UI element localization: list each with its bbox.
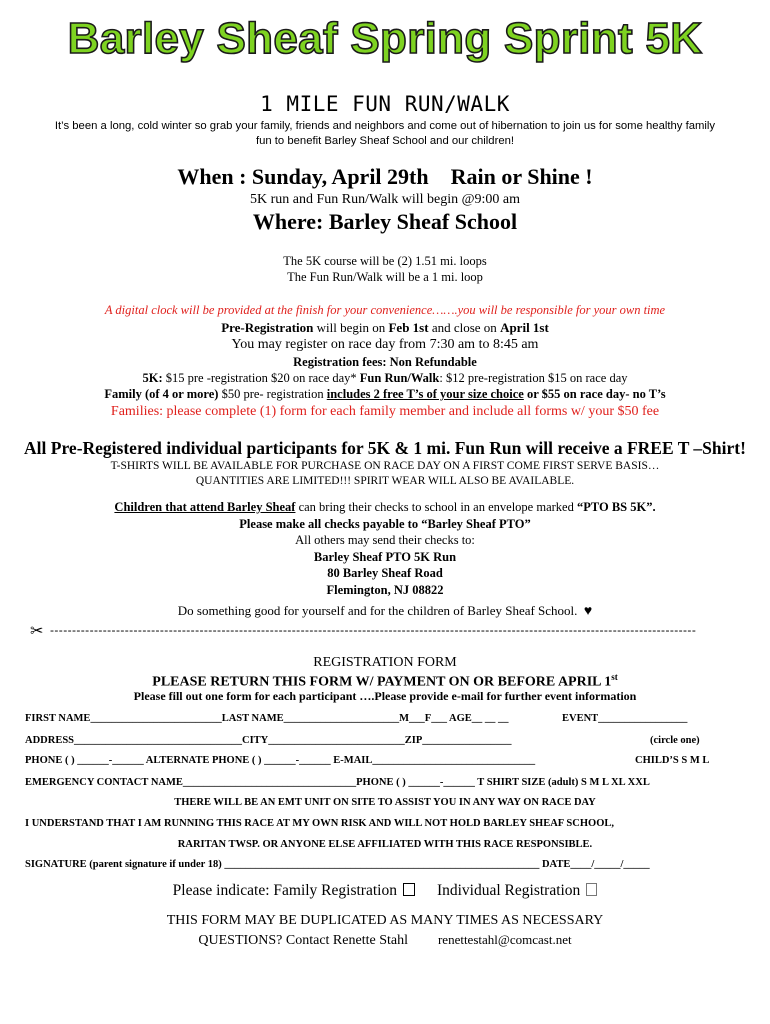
when-line	[0, 164, 770, 190]
pre-registration-label: Pre-Registration	[221, 320, 314, 335]
intro-line-2: fun to benefit Barley Sheaf School and our children!	[255, 135, 515, 147]
pre-registration-line	[0, 320, 770, 336]
subtitle: 1 MILE FUN RUN/WALK	[260, 92, 510, 116]
children-checks-line	[0, 500, 770, 515]
family-label: Family (of 4 or more)	[104, 387, 219, 401]
return-deadline	[0, 672, 770, 691]
course-5k: The 5K course will be (2) 1.51 mi. loops	[283, 254, 487, 268]
contact-line	[0, 932, 770, 949]
family-registration-label: Please indicate: Family Registration	[172, 882, 397, 899]
children-label: Children that attend Barley Sheaf	[114, 500, 296, 514]
return-sup: st	[611, 672, 618, 682]
risk-line-2: RARITAN TWSP. OR ANYONE ELSE AFFILIATED WITH THIS RACE RESPONSIBLE.	[177, 839, 593, 850]
pre-text-2: and close on	[428, 320, 501, 335]
return-text: PLEASE RETURN THIS FORM W/ PAYMENT ON OR BEFORE APRIL 1	[152, 674, 612, 690]
intro-line-1: It’s been a long, cold winter so grab your family, friends and neighbors and come out of hibernation to join us for some healthy family	[54, 120, 716, 132]
closing-line	[0, 603, 770, 620]
envelope-mark: “PTO BS 5K”.	[576, 500, 656, 514]
course-fun-run: The Fun Run/Walk will be a 1 mi. loop	[287, 270, 483, 284]
closing-text: Do something good for yourself and for the children of Barley Sheaf School.	[177, 603, 578, 618]
mail-address-2: 80 Barley Sheaf Road	[327, 566, 443, 580]
address-fields[interactable]: ADDRESS________________________________CITY__________________________ZIP_________________	[25, 735, 512, 746]
fee-5k-text: $15 pre -registration $20 on race day*	[162, 371, 360, 385]
scissors-icon: ✂	[30, 623, 44, 640]
child-size-options[interactable]: CHILD’S S M L	[635, 755, 710, 766]
emergency-contact-fields[interactable]: EMERGENCY CONTACT NAME_________________________________PHONE ( ) ______-______ T SHIRT SIZE (adult) S M L XL XXL	[25, 777, 650, 788]
family-text: $50 pre- registration	[218, 387, 327, 401]
registration-type-line	[0, 882, 770, 900]
mail-address-3: Flemington, NJ 08822	[326, 583, 444, 597]
fee-line	[0, 371, 770, 386]
emt-notice: THERE WILL BE AN EMT UNIT ON SITE TO ASSIST YOU IN ANY WAY ON RACE DAY	[174, 797, 596, 808]
risk-line-1: I UNDERSTAND THAT I AM RUNNING THIS RACE AT MY OWN RISK AND WILL NOT HOLD BARLEY SHEAF SCHOOL,	[25, 818, 614, 829]
event-date: When : Sunday, April 29th	[177, 164, 429, 189]
pre-end-date: April 1st	[500, 320, 549, 335]
duplicate-note: THIS FORM MAY BE DUPLICATED AS MANY TIMES AS NECESSARY	[166, 913, 604, 928]
race-day-registration: You may register on race day from 7:30 am to 8:45 am	[231, 337, 539, 352]
where-line: Where: Barley Sheaf School	[252, 209, 518, 234]
contact-name: QUESTIONS? Contact Renette Stahl	[198, 933, 408, 948]
fee-fun-text: : $12 pre-registration $15 on race day	[439, 371, 628, 385]
heart-icon: ♥	[583, 604, 593, 619]
form-instruction: Please fill out one form for each participant ….Please provide e-mail for further event information	[133, 689, 637, 703]
others-line: All others may send their checks to:	[295, 533, 475, 547]
clock-note: A digital clock will be provided at the finish for your convenience…….you will be responsible for your own time	[104, 303, 666, 317]
tshirt-headline: All Pre-Registered individual participants for 5K & 1 mi. Fun Run will receive a FREE T –Shirt!	[24, 438, 746, 458]
fees-heading: Registration fees: Non Refundable	[293, 355, 477, 369]
contact-email[interactable]: renettestahl@comcast.net	[437, 932, 572, 947]
family-fee-line	[0, 387, 770, 402]
cut-line	[30, 623, 750, 639]
signature-date-fields[interactable]: SIGNATURE (parent signature if under 18) ____________________________________________________________ DATE____/_____/_____	[25, 859, 650, 870]
fee-fun-label: Fun Run/Walk	[359, 371, 440, 385]
pre-text-1: will begin on	[313, 320, 389, 335]
pre-start-date: Feb 1st	[388, 320, 429, 335]
tshirt-line-1: T-SHIRTS WILL BE AVAILABLE FOR PURCHASE ON RACE DAY ON A FIRST COME FIRST SERVE BASIS…	[110, 460, 660, 472]
circle-one-note: (circle one)	[650, 735, 700, 746]
children-text: can bring their checks to school in an envelope marked	[295, 500, 577, 514]
family-tshirts: includes 2 free T’s of your size choice	[326, 387, 524, 401]
start-time: 5K run and Fun Run/Walk will begin @9:00 am	[250, 192, 520, 207]
mail-address-1: Barley Sheaf PTO 5K Run	[313, 550, 457, 564]
fee-5k-label: 5K:	[142, 371, 163, 385]
individual-registration-checkbox[interactable]	[586, 883, 597, 896]
page-title: Barley Sheaf Spring Sprint 5K	[67, 14, 703, 63]
name-age-fields[interactable]: FIRST NAME_________________________LAST NAME______________________M___F___ AGE__ __ __	[25, 713, 509, 724]
family-tail: or $55 on race day- no T’s	[523, 387, 666, 401]
family-registration-checkbox[interactable]	[403, 883, 415, 896]
payable-line: Please make all checks payable to “Barley Sheaf PTO”	[239, 517, 531, 531]
individual-registration-label: Individual Registration	[436, 882, 581, 899]
event-field[interactable]: EVENT_________________	[562, 713, 688, 724]
dashed-divider: ---------------------------------------------------------------------------------------------------------------------------------------------------	[50, 623, 697, 637]
phone-email-fields[interactable]: PHONE ( ) ______-______ ALTERNATE PHONE ( ) ______-______ E-MAIL_______________________________	[25, 755, 536, 766]
tshirt-line-2: QUANTITIES ARE LIMITED!!! SPIRIT WEAR WILL ALSO BE AVAILABLE.	[195, 475, 575, 487]
family-note: Families: please complete (1) form for each family member and include all forms w/ your $50 fee	[110, 404, 660, 419]
form-heading: REGISTRATION FORM	[313, 655, 457, 670]
rain-or-shine: Rain or Shine !	[450, 164, 593, 189]
